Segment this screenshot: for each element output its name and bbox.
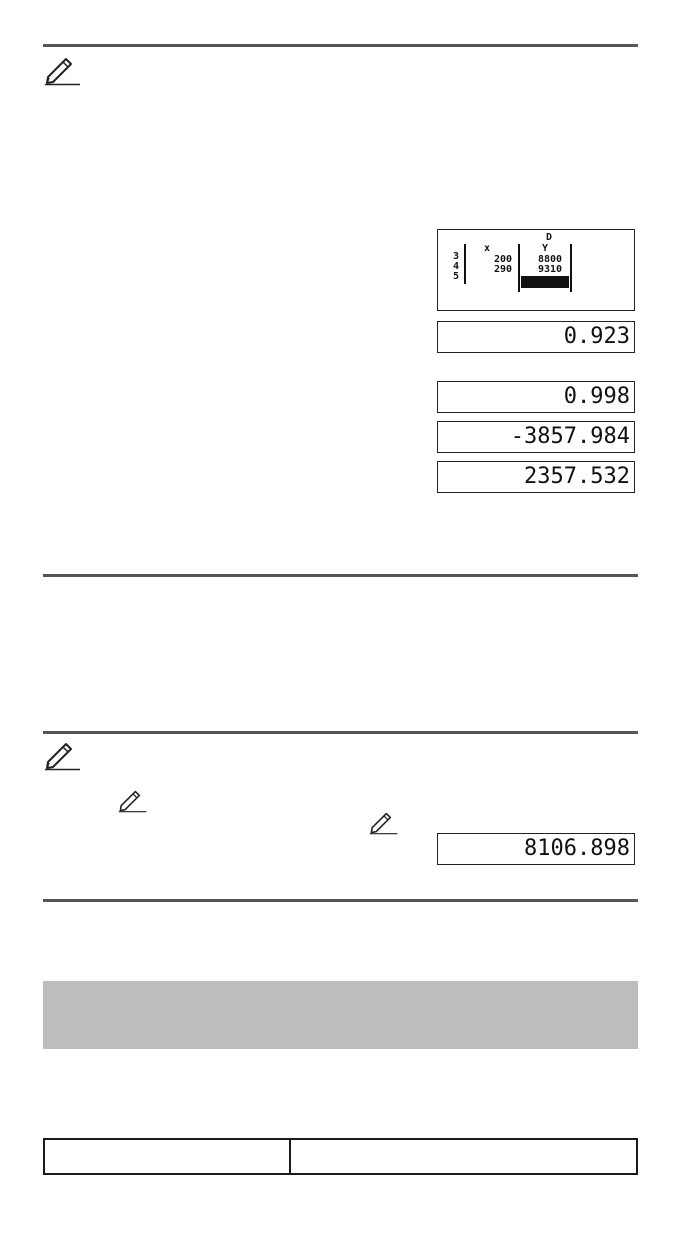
y-value: 8800 [538,254,563,265]
result-display: -3857.984 [437,421,635,453]
row-number: 4 [453,261,460,272]
result-display: 2357.532 [437,461,635,493]
calculator-stat-table-screen [437,229,635,311]
column-divider [518,244,520,292]
pencil-icon [118,789,148,813]
section-divider [43,731,638,734]
section-divider [43,44,638,47]
table-cell [291,1140,636,1173]
section-divider [43,899,638,902]
pencil-icon [44,56,82,86]
x-value: 200 [494,254,513,265]
selected-cell-cursor [521,276,569,288]
result-display: 0.998 [437,381,635,413]
result-display: 8106.898 [437,833,635,865]
pencil-icon [369,811,399,835]
result-display: 0.923 [437,321,635,353]
pencil-icon [44,741,82,771]
row-number: 5 [453,271,460,282]
x-value: 290 [494,264,513,275]
table-cell [45,1140,291,1173]
section-heading-band [43,981,638,1049]
table [43,1138,638,1175]
row-number: 3 [453,251,460,262]
column-divider [464,244,466,284]
section-divider [43,574,638,577]
y-column-header: Y [542,243,549,254]
y-value: 9310 [538,264,563,275]
x-column-header: x [484,243,491,254]
column-divider [570,244,572,292]
display-indicator: D [546,232,553,243]
